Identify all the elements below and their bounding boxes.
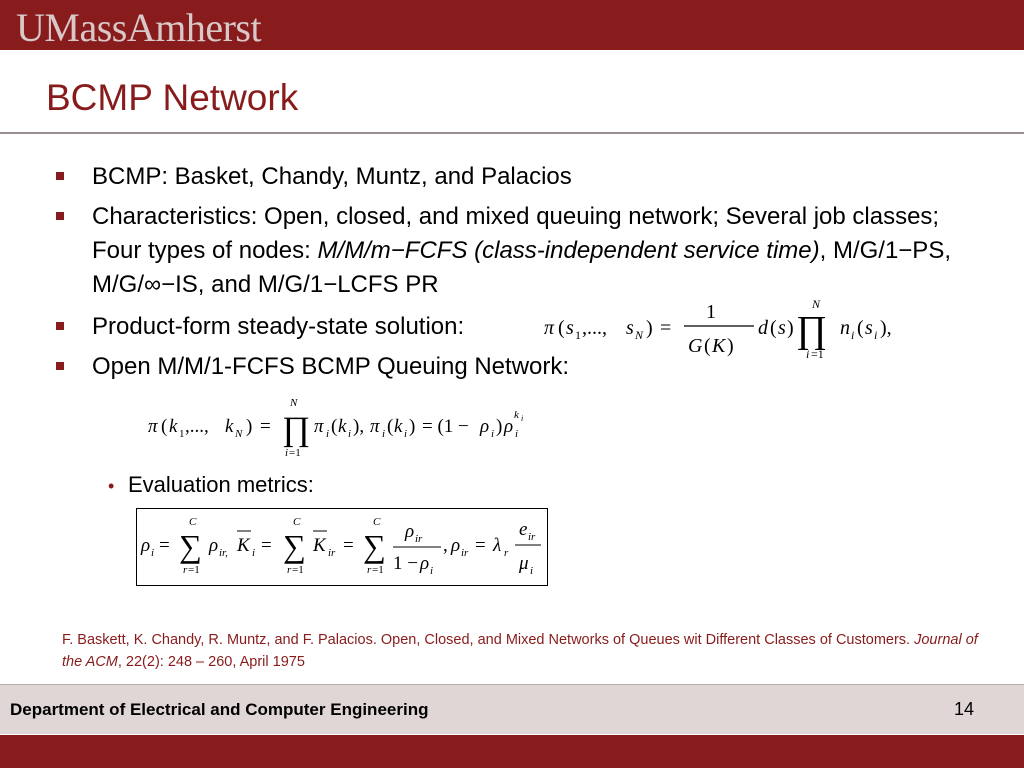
svg-text:N: N: [812, 297, 821, 311]
svg-text:ρ: ρ: [504, 416, 514, 437]
citation-reference: [62, 629, 992, 673]
svg-text:): ): [787, 317, 794, 339]
svg-text:=: =: [343, 535, 354, 556]
footer-bar: [0, 684, 1024, 734]
svg-text:r: r: [183, 564, 188, 576]
bullet-text-post: , M/G/1−PS, M/G/∞−IS, and M/G/1−LCFS PR: [92, 237, 951, 298]
svg-text:∑: ∑: [363, 528, 386, 564]
svg-text:(: (: [331, 416, 338, 437]
svg-text:1: 1: [706, 301, 716, 323]
svg-text:r: r: [287, 564, 292, 576]
bullet-text: Product-form steady-state solution:: [92, 313, 465, 340]
svg-text:π: π: [370, 416, 380, 437]
evaluation-metrics-equation: [137, 509, 546, 584]
svg-text:∏: ∏: [282, 411, 310, 448]
bullet-text-italic: M/M/m−FCFS (class-independent service time): [317, 237, 820, 264]
bullet-item-characteristics: [56, 200, 956, 302]
reference-details: , 22(2): 248 – 260, April 1975: [117, 654, 305, 670]
svg-text:k: k: [338, 416, 347, 437]
svg-text:): ): [727, 335, 734, 357]
svg-text:i: i: [874, 328, 878, 342]
svg-text:∑: ∑: [283, 528, 306, 564]
svg-text:K: K: [237, 535, 250, 556]
top-bar: [0, 0, 1024, 50]
svg-text:=1: =1: [188, 564, 200, 576]
svg-text:1: 1: [575, 328, 581, 342]
svg-text:ir: ir: [328, 547, 336, 559]
svg-text:π: π: [314, 416, 324, 437]
svg-text:i: i: [382, 428, 386, 440]
svg-text:ir: ir: [461, 547, 469, 559]
svg-text:N: N: [290, 397, 298, 409]
svg-text:G: G: [688, 335, 703, 357]
svg-text:N: N: [635, 328, 644, 342]
svg-text:=: =: [660, 317, 672, 339]
svg-text:=1: =1: [811, 347, 824, 361]
square-bullet-icon: [56, 322, 64, 330]
svg-text:=1: =1: [289, 447, 301, 459]
svg-text:π: π: [544, 317, 555, 339]
svg-text:): ): [496, 416, 503, 437]
svg-text:1 −: 1 −: [393, 553, 418, 574]
svg-text:1: 1: [179, 428, 185, 440]
svg-text:i: i: [285, 447, 289, 459]
svg-text:k: k: [169, 416, 178, 437]
svg-text:C: C: [189, 516, 197, 528]
svg-text:ρ: ρ: [420, 553, 430, 574]
bullet-text-pre: Characteristics: Open, closed, and mixed queuing network; Several job classes; Four types of nodes:: [92, 203, 940, 264]
svg-text:i: i: [806, 347, 810, 361]
svg-text:): ): [246, 416, 253, 437]
svg-text:=: =: [159, 535, 170, 556]
svg-text:(: (: [161, 416, 168, 437]
svg-text:ir: ir: [528, 531, 536, 543]
svg-text:i: i: [151, 547, 155, 559]
svg-text:=: =: [475, 535, 486, 556]
svg-text:(: (: [857, 317, 864, 339]
svg-text:i: i: [515, 428, 519, 440]
svg-text:),: ),: [880, 317, 892, 339]
svg-text:): ): [409, 416, 416, 437]
svg-text:i: i: [430, 565, 434, 577]
svg-text:ir,: ir,: [219, 547, 228, 559]
bottom-bar: [0, 735, 1024, 768]
title-divider: [0, 132, 1024, 134]
evaluation-metrics-box: [136, 508, 548, 586]
svg-text:i: i: [851, 328, 855, 342]
umass-amherst-logo: UMassAmherst: [16, 5, 262, 50]
svg-text:d: d: [758, 317, 768, 339]
svg-text:∏: ∏: [796, 309, 828, 351]
svg-text:,...,: ,...,: [185, 416, 209, 437]
svg-text:=1: =1: [372, 564, 384, 576]
svg-text:= (1 −: = (1 −: [422, 416, 469, 437]
svg-text:e: e: [519, 519, 528, 540]
svg-text:(: (: [387, 416, 394, 437]
svg-text:s: s: [626, 317, 634, 339]
svg-text:i: i: [404, 428, 408, 440]
svg-text:,...,: ,...,: [582, 317, 607, 339]
svg-text:k: k: [225, 416, 234, 437]
reference-text: F. Baskett, K. Chandy, R. Muntz, and F. Palacios. Open, Closed, and Mixed Networks of Queues wit Different Classes of Customers.: [62, 632, 915, 648]
svg-text:π: π: [148, 416, 158, 437]
bullet-item-bcmp: [56, 160, 956, 194]
square-bullet-icon: [56, 362, 64, 370]
svg-text:=: =: [260, 416, 271, 437]
steady-state-equation: [544, 296, 924, 362]
svg-text:=: =: [261, 535, 272, 556]
svg-text:=1: =1: [292, 564, 304, 576]
svg-text:λ: λ: [493, 535, 502, 556]
bullet-text: BCMP: Basket, Chandy, Muntz, and Palacios: [92, 163, 572, 190]
svg-text:i: i: [491, 428, 495, 440]
bullet-text: [92, 200, 956, 302]
svg-text:n: n: [840, 317, 850, 339]
bullet-text: Open M/M/1-FCFS BCMP Queuing Network:: [92, 353, 570, 380]
svg-text:k: k: [514, 409, 519, 421]
svg-text:K: K: [313, 535, 326, 556]
department-name: Department of Electrical and Computer Engineering: [10, 700, 429, 719]
svg-text:s: s: [778, 317, 786, 339]
svg-text:N: N: [235, 428, 243, 440]
svg-text:s: s: [865, 317, 873, 339]
round-bullet-icon: •: [108, 476, 115, 496]
svg-text:ρ: ρ: [480, 416, 490, 437]
svg-text:(: (: [558, 317, 565, 339]
svg-text:),: ),: [353, 416, 365, 437]
svg-text:i: i: [348, 428, 352, 440]
svg-text:r: r: [504, 547, 509, 559]
svg-text:μ: μ: [519, 553, 529, 574]
svg-text:): ): [646, 317, 653, 339]
svg-text:C: C: [293, 516, 301, 528]
slide-number: 14: [953, 699, 974, 719]
svg-text:(: (: [704, 335, 711, 357]
square-bullet-icon: [56, 172, 64, 180]
svg-text:,: ,: [443, 535, 448, 556]
reference-journal: Journal of the ACM: [62, 632, 978, 670]
product-form-equation: [148, 396, 568, 460]
slide-title: BCMP Network: [46, 77, 299, 118]
svg-text:i: i: [530, 565, 534, 577]
svg-text:ρ: ρ: [141, 535, 151, 556]
svg-text:ρ: ρ: [451, 535, 461, 556]
svg-text:K: K: [712, 335, 726, 357]
sub-bullet-text: Evaluation metrics:: [128, 472, 314, 497]
svg-text:(: (: [770, 317, 777, 339]
svg-text:k: k: [394, 416, 403, 437]
svg-text:i: i: [252, 547, 256, 559]
svg-text:ir: ir: [415, 533, 423, 545]
svg-text:i: i: [521, 414, 524, 423]
sub-bullet-evaluation: [108, 470, 314, 501]
square-bullet-icon: [56, 212, 64, 220]
svg-text:ρ: ρ: [209, 535, 219, 556]
svg-text:i: i: [326, 428, 330, 440]
svg-text:s: s: [566, 317, 574, 339]
svg-text:ρ: ρ: [405, 521, 415, 542]
svg-text:∑: ∑: [179, 528, 202, 564]
svg-text:C: C: [373, 516, 381, 528]
svg-text:r: r: [367, 564, 372, 576]
